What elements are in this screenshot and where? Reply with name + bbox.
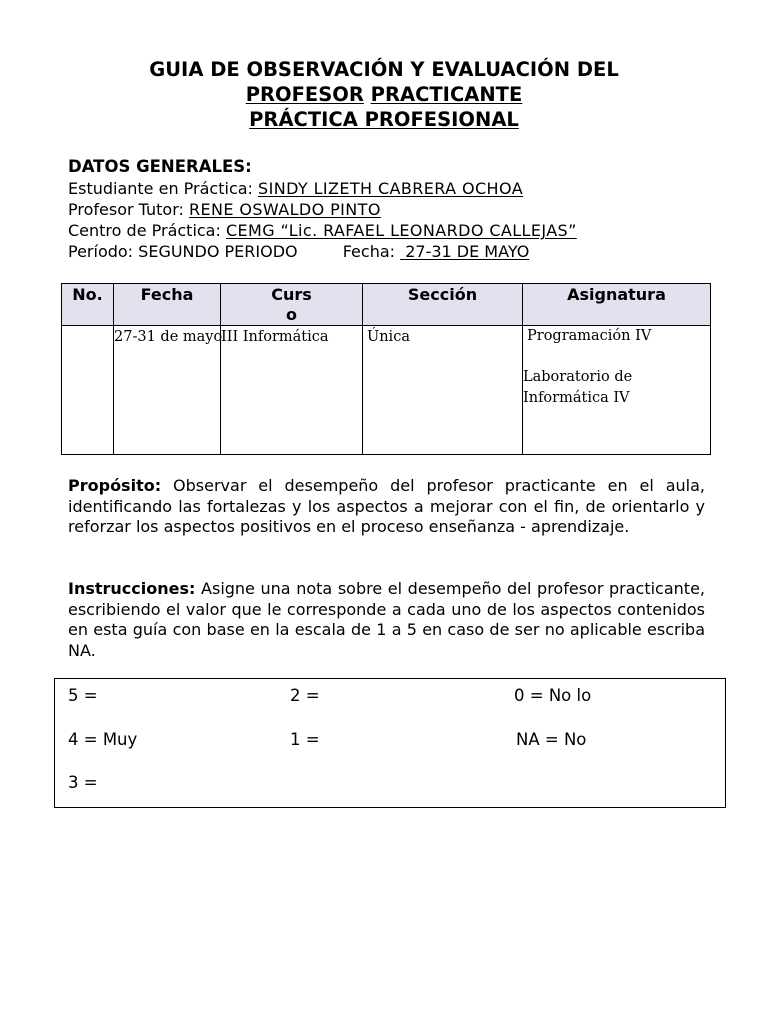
tutor-label: Profesor Tutor:: [68, 200, 184, 219]
title-practicante: PRACTICANTE: [370, 83, 523, 106]
table-row: [62, 326, 711, 455]
title-profesor: PROFESOR: [245, 83, 364, 106]
periodo-line: [68, 242, 529, 261]
scale-5: 5 =: [68, 686, 98, 705]
scale-4: 4 = Muy: [68, 730, 138, 749]
fecha-label: Fecha:: [342, 242, 396, 261]
cell-curso: III Informática: [221, 326, 363, 455]
fecha-value: 27-31 DE MAYO: [400, 242, 530, 261]
instrucciones-label: Instrucciones:: [68, 579, 196, 598]
instrucciones-paragraph: [68, 579, 705, 661]
header-seccion: Sección: [363, 284, 523, 326]
instrucciones-text: Asigne una nota sobre el desempeño del profesor practicante, escribiendo el valor que le corresponde a cada uno de los aspectos contenidos en esta guía con base en la escala de 1 a 5 en caso de ser no aplicable escriba NA.: [68, 579, 706, 660]
asignatura-1: Programación IV: [527, 328, 652, 344]
estudiante-line: [68, 179, 523, 198]
header-curso: Curs o: [221, 284, 363, 326]
header-asignatura: Asignatura: [523, 284, 711, 326]
estudiante-value: SINDY LIZETH CABRERA OCHOA: [258, 179, 524, 198]
course-table: [61, 283, 711, 455]
scale-0: 0 = No lo: [514, 686, 592, 705]
cell-asignatura: [523, 326, 711, 455]
proposito-paragraph: [68, 476, 705, 538]
datos-generales-heading: DATOS GENERALES:: [68, 157, 252, 176]
cell-fecha: 27-31 de mayo: [114, 326, 221, 455]
centro-label: Centro de Práctica:: [68, 221, 221, 240]
periodo-label: Período:: [68, 242, 134, 261]
scale-3: 3 =: [68, 773, 98, 792]
proposito-label: Propósito:: [68, 476, 162, 495]
document-title-line2: [0, 83, 768, 106]
cell-no: [62, 326, 114, 455]
tutor-value: RENE OSWALDO PINTO: [188, 200, 381, 219]
periodo-value: SEGUNDO PERIODO: [138, 242, 298, 261]
centro-value: CEMG “Lic. RAFAEL LEONARDO CALLEJAS”: [225, 221, 577, 240]
proposito-text: Observar el desempeño del profesor practicante en el aula, identificando las fortalezas y los aspectos a mejorar con el fin, de orientarlo y reforzar los aspectos positivos en el proceso enseñanza - aprendizaje.: [68, 476, 705, 536]
header-fecha: Fecha: [114, 284, 221, 326]
scale-na: NA = No: [516, 730, 587, 749]
scale-2: 2 =: [290, 686, 320, 705]
document-title-line1: GUIA DE OBSERVACIÓN Y EVALUACIÓN DEL: [149, 58, 619, 81]
rating-scale-box: [54, 678, 726, 808]
centro-line: [68, 221, 577, 240]
document-title-line3: PRÁCTICA PROFESIONAL: [249, 108, 519, 131]
header-no: No.: [62, 284, 114, 326]
cell-seccion: Única: [363, 326, 523, 455]
table-header-row: [62, 284, 711, 326]
tutor-line: [68, 200, 381, 219]
estudiante-label: Estudiante en Práctica:: [68, 179, 253, 198]
scale-1: 1 =: [290, 730, 320, 749]
asignatura-2: Laboratorio de Informática IV: [523, 369, 633, 406]
